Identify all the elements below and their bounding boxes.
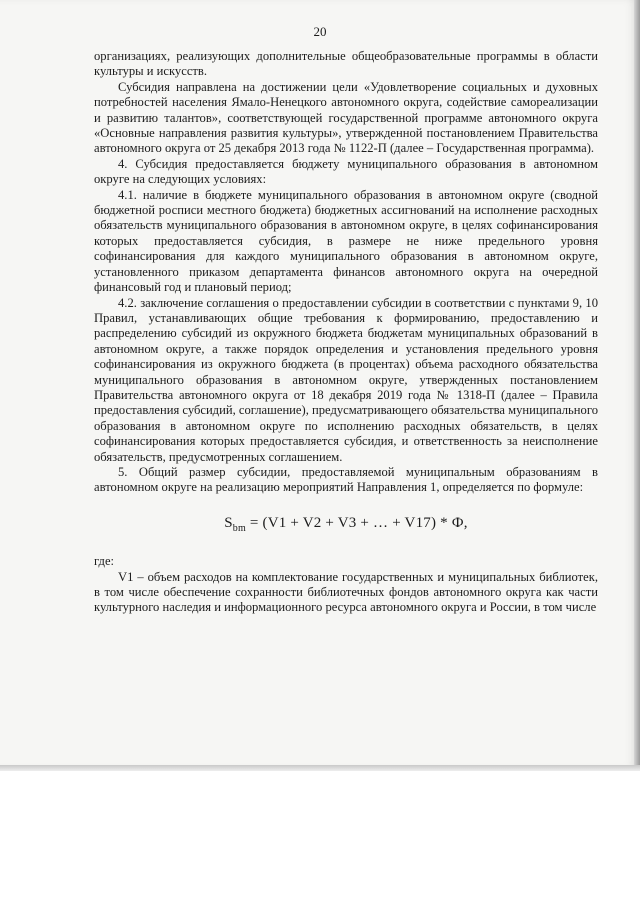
page-edge-shadow — [634, 0, 640, 768]
paragraph-item-4: 4. Субсидия предоставляется бюджету муниципального образования в автономном округе на следующих условиях: — [94, 156, 598, 187]
paragraph-subsidy-goal: Субсидия направлена на достижении цели «Удовлетворение социальных и духовных потребностей населения Ямало-Ненецкого автономного округа, содействие самореализации и развитию талантов», соответствующей государственной программе автономного округа «Основные направления развития культуры», утвержденной постановлением Правительства автономного округа от 25 декабря 2013 года № 1122-П (далее – Государственная программа). — [94, 79, 598, 156]
formula-lhs: S — [224, 514, 233, 531]
where-label: где: — [94, 554, 115, 569]
page-number: 20 — [313, 24, 327, 39]
formula-lhs-subscript: bm — [232, 522, 246, 534]
paragraph-item-4-2: 4.2. заключение соглашения о предоставлении субсидии в соответствии с пунктами 9, 10 Правил, устанавливающих общие требования к формированию, предоставлению и распределению субсидий из окружного бюджета бюджетам муниципальных образований в автономном округе, а также порядок определения и установления предельного уровня софинансирования из окружного бюджета (в процентах) объема расходного обязательства муниципального образования в автономном округе, утвержденных постановлением Правительства автономного округа от 18 декабря 2019 года № 1318-П (далее – Правила предоставления субсидий, соглашение), предусматривающего обязательства муниципального образования в автономном округе по исполнению расходных обязательств, в целях софинансирования которых предоставляется субсидия, и ответственность за неисполнение обязательств, предусмотренных соглашением. — [94, 295, 598, 464]
document-body — [94, 49, 598, 616]
definition-v1: V1 – объем расходов на комплектование государственных и муниципальных библиотек, в том числе обеспечение сохранности библиотечных фондов автономного округа как части культурного наследия и информационного ресурса автономного округа и России, в том числе — [94, 569, 598, 615]
paragraph-continuation: организациях, реализующих дополнительные общеобразовательные программы в области культуры и искусств. — [94, 49, 598, 79]
formula-rhs: = (V1 + V2 + V3 + … + V17) * Ф, — [245, 514, 468, 531]
paragraph-item-4-1: 4.1. наличие в бюджете муниципального образования в автономном округе (сводной бюджетной росписи местного бюджета) бюджетных ассигнований на исполнение расходных обязательств муниципального образования в автономном округе, в целях софинансирования которых предоставляется субсидия, в размере не ниже предельного уровня софинансирования для каждого муниципального образования в автономном округе, установленного приказом департамента финансов автономного округа на очередной финансовый год и плановый период; — [94, 187, 598, 295]
subsidy-formula — [94, 516, 598, 536]
page-bottom-edge — [0, 765, 640, 771]
paragraph-item-5: 5. Общий размер субсидии, предоставляемой муниципальным образованиям в автономном округе на реализацию мероприятий Направления 1, определяется по формуле: — [94, 464, 598, 495]
